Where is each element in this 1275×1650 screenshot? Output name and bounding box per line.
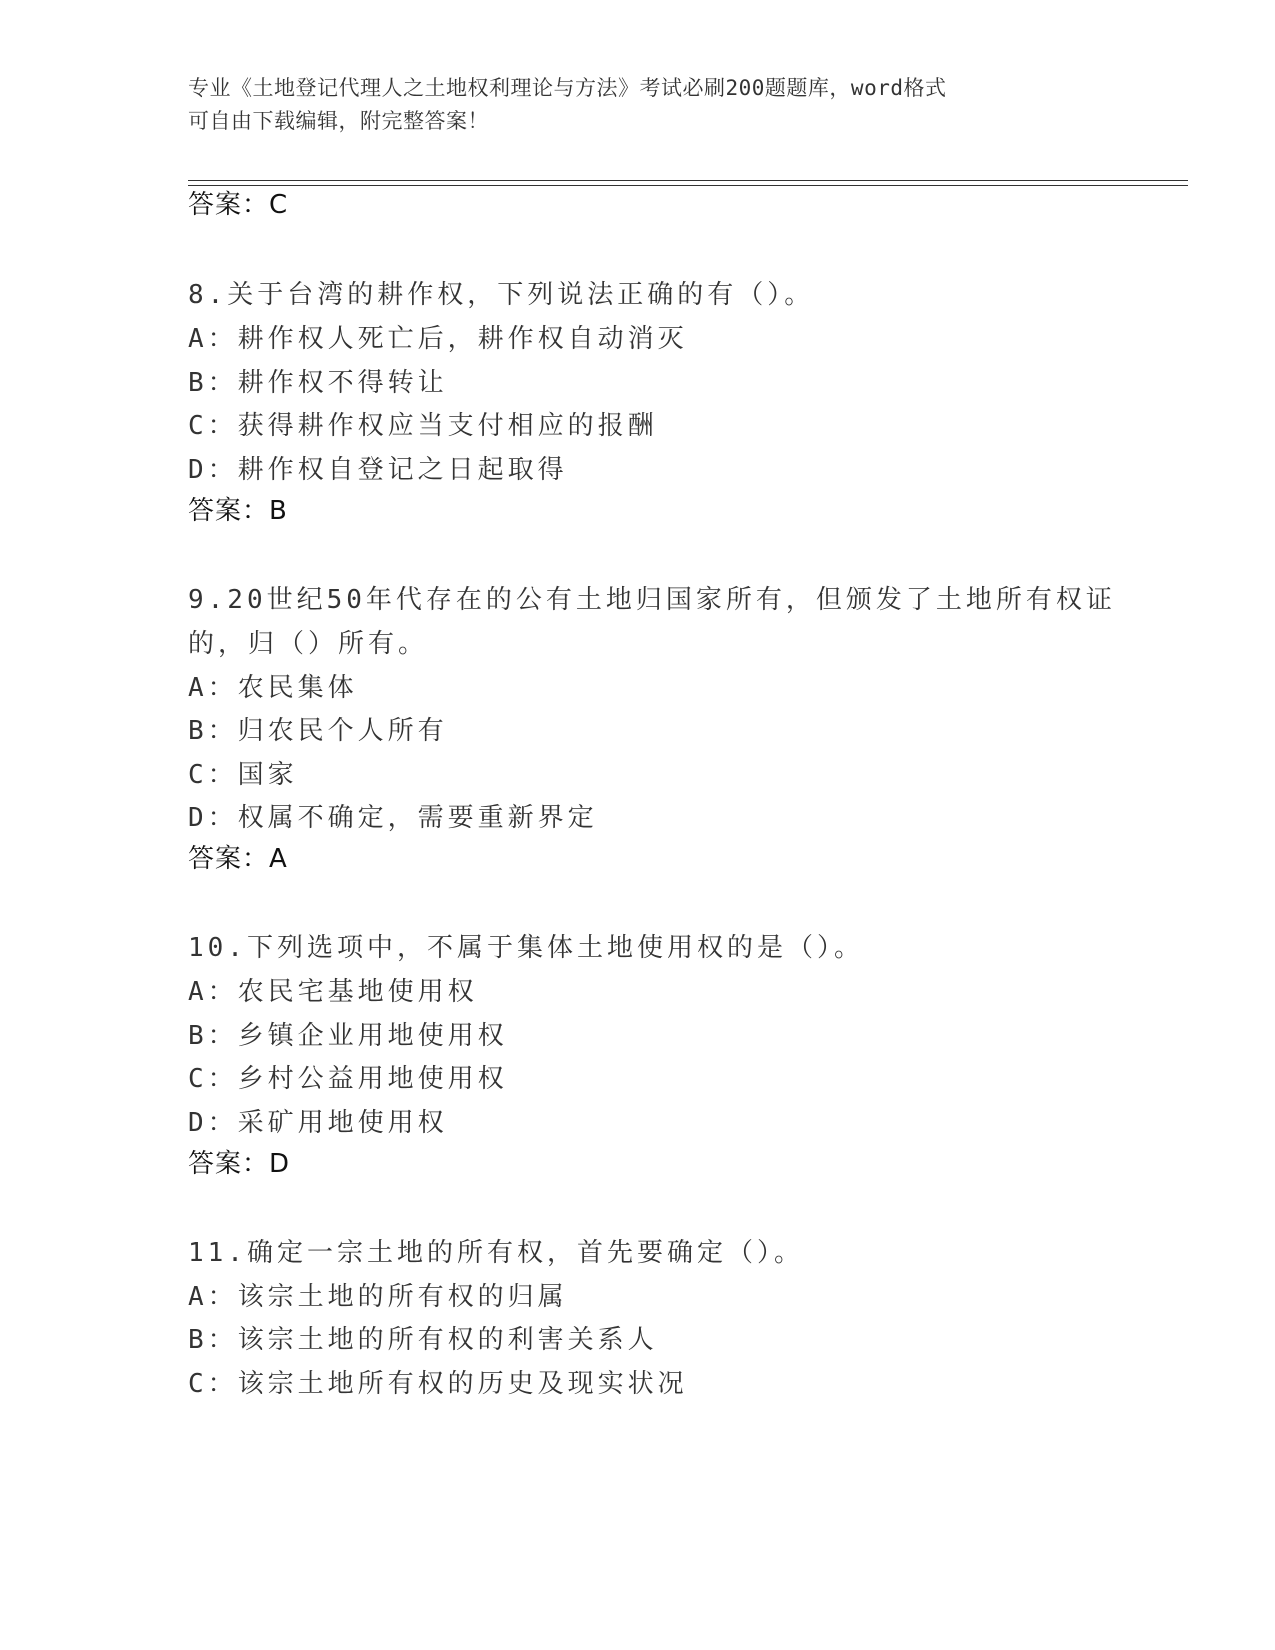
question-11-option-a: A：该宗土地的所有权的归属 (188, 1282, 568, 1312)
question-10-answer (188, 1143, 290, 1180)
question-8-answer (188, 490, 288, 527)
header-line-1: 专业《土地登记代理人之土地权利理论与方法》考试必刷200题题库，word格式 (188, 76, 947, 100)
question-11-option-c: C：该宗土地所有权的历史及现实状况 (188, 1369, 688, 1399)
question-11-text: 11.确定一宗土地的所有权，首先要确定（）。 (188, 1238, 804, 1268)
question-11-option-b: B：该宗土地的所有权的利害关系人 (188, 1325, 658, 1355)
question-9-text-line-2: 的，归（）所有。 (188, 629, 429, 659)
header-line-2: 可自由下载编辑，附完整答案！ (188, 109, 489, 133)
header-divider-top (188, 180, 1188, 181)
answer-value: B (269, 496, 288, 526)
answer-value: D (269, 1149, 291, 1179)
answer-value: A (269, 844, 288, 874)
answer-label: 答案： (188, 496, 270, 526)
question-9-option-a: A：农民集体 (188, 673, 358, 703)
question-9-answer (188, 838, 288, 875)
question-8-option-d: D：耕作权自登记之日起取得 (188, 455, 568, 485)
question-9-text-line-1: 9.20世纪50年代存在的公有土地归国家所有，但颁发了土地所有权证 (188, 585, 1116, 615)
question-9-option-c: C：国家 (188, 760, 298, 790)
question-8-option-c: C：获得耕作权应当支付相应的报酬 (188, 411, 658, 441)
answer-value: C (269, 190, 289, 220)
question-10-option-d: D：采矿用地使用权 (188, 1108, 448, 1138)
question-9-option-b: B：归农民个人所有 (188, 716, 448, 746)
question-10-text: 10.下列选项中，不属于集体土地使用权的是（）。 (188, 933, 864, 963)
question-10-option-b: B：乡镇企业用地使用权 (188, 1021, 508, 1051)
answer-prev (188, 184, 288, 221)
question-8-option-b: B：耕作权不得转让 (188, 368, 448, 398)
question-8-option-a: A：耕作权人死亡后，耕作权自动消灭 (188, 324, 688, 354)
question-10-option-a: A：农民宅基地使用权 (188, 977, 478, 1007)
answer-label: 答案： (188, 190, 270, 220)
answer-label: 答案： (188, 844, 270, 874)
header-divider-bottom (188, 185, 1188, 186)
question-9-option-d: D：权属不确定，需要重新界定 (188, 803, 598, 833)
answer-label: 答案： (188, 1149, 270, 1179)
question-8-text: 8.关于台湾的耕作权，下列说法正确的有（）。 (188, 280, 815, 310)
question-10-option-c: C：乡村公益用地使用权 (188, 1064, 508, 1094)
document-header (188, 72, 1088, 138)
